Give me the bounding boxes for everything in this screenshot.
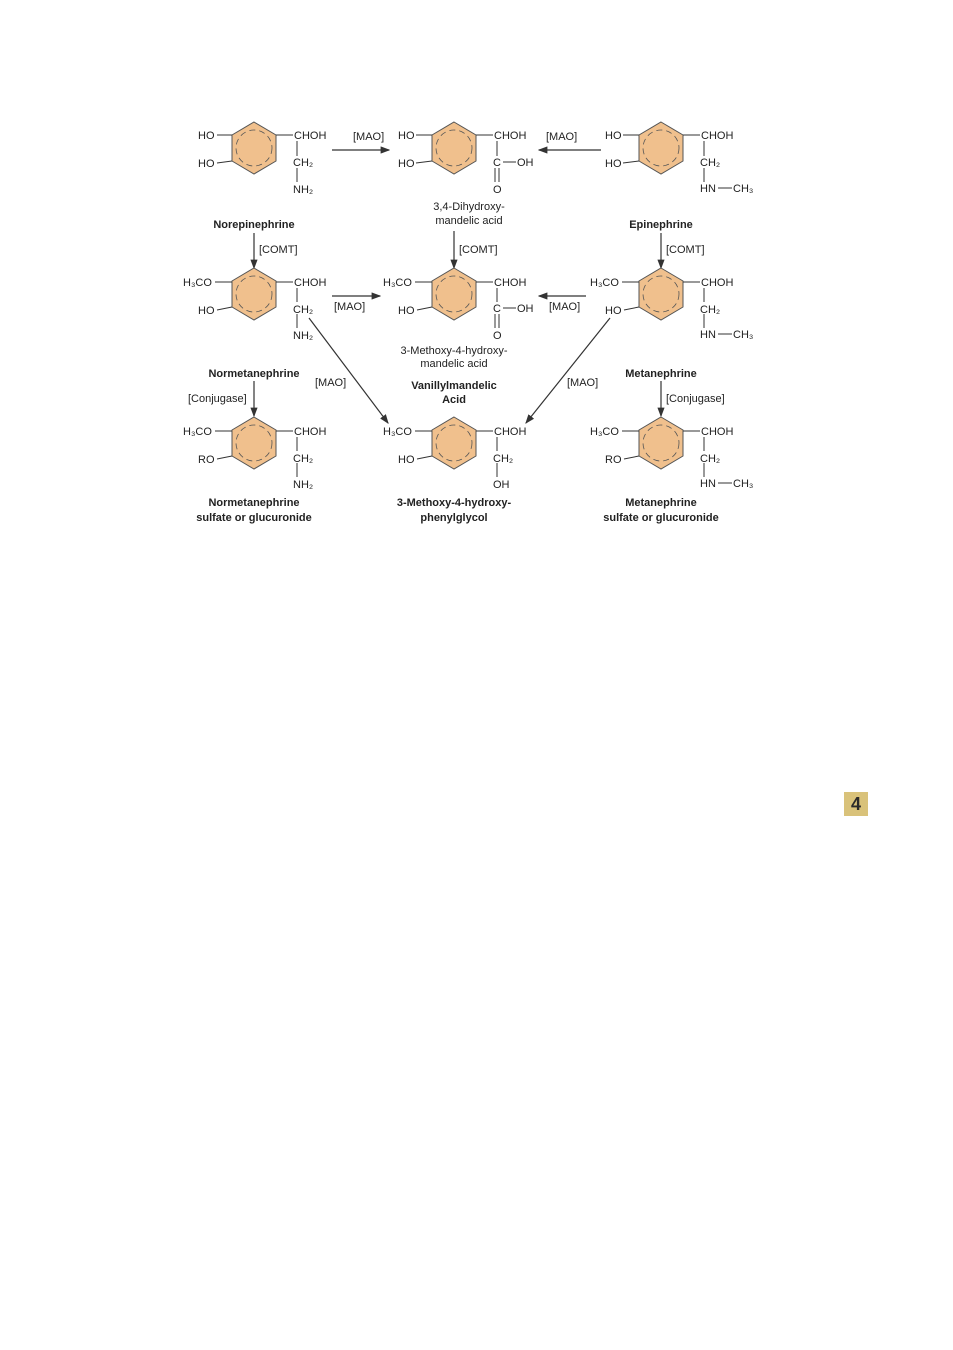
normetanephrine-structure bbox=[183, 268, 326, 380]
substituent-ho-1: HO bbox=[605, 130, 622, 142]
mn-sulfate-label-2: sulfate or glucuronide bbox=[603, 512, 719, 524]
substituent-methoxy: H₃CO bbox=[383, 277, 412, 289]
side-nh2: NH₂ bbox=[293, 184, 314, 196]
dhma-structure bbox=[398, 122, 534, 227]
comt-label: [COMT] bbox=[666, 244, 705, 256]
mhma-label-1: 3-Methoxy-4-hydroxy- bbox=[400, 345, 508, 357]
page-number-badge: 4 bbox=[844, 792, 868, 816]
mn-sulfate-label-1: Metanephrine bbox=[625, 497, 697, 509]
mhpg-label-1: 3-Methoxy-4-hydroxy- bbox=[396, 497, 512, 509]
side-chohh: CHOH bbox=[494, 130, 527, 142]
substituent-ho: HO bbox=[398, 454, 415, 466]
conjugase-label: [Conjugase] bbox=[666, 393, 725, 405]
substituent-ho: HO bbox=[605, 305, 622, 317]
mhma-structure bbox=[383, 268, 534, 406]
substituent-methoxy: H₃CO bbox=[183, 277, 212, 289]
side-ch2: CH₂ bbox=[700, 304, 721, 316]
side-nh2: NH₂ bbox=[293, 330, 314, 342]
carboxyl-c: C bbox=[493, 157, 501, 169]
side-ch3: CH₃ bbox=[733, 478, 754, 490]
substituent-methoxy: H₃CO bbox=[590, 277, 619, 289]
substituent-ho-2: HO bbox=[605, 158, 622, 170]
side-chohh: CHOH bbox=[701, 130, 734, 142]
side-nh2: NH₂ bbox=[293, 479, 314, 491]
substituent-methoxy: H₃CO bbox=[183, 426, 212, 438]
substituent-ho-2: HO bbox=[398, 158, 415, 170]
side-oh: OH bbox=[493, 479, 510, 491]
side-chohh: CHOH bbox=[494, 277, 527, 289]
arrow-nmn-to-mhpg bbox=[309, 318, 388, 423]
substituent-ro: RO bbox=[605, 454, 622, 466]
comt-label: [COMT] bbox=[259, 244, 298, 256]
nmn-sulfate-label-1: Normetanephrine bbox=[208, 497, 300, 509]
substituent-methoxy: H₃CO bbox=[383, 426, 412, 438]
substituent-ho-1: HO bbox=[398, 130, 415, 142]
nmn-sulfate-structure bbox=[183, 417, 326, 524]
side-chohh: CHOH bbox=[294, 277, 327, 289]
comt-label: [COMT] bbox=[459, 244, 498, 256]
side-chohh: CHOH bbox=[494, 426, 527, 438]
epinephrine-structure bbox=[605, 122, 753, 231]
metanephrine-structure bbox=[590, 268, 753, 380]
arrow-mn-to-mhpg bbox=[526, 318, 610, 423]
carboxyl-o: O bbox=[493, 330, 502, 342]
metanephrine-label: Metanephrine bbox=[625, 368, 697, 380]
side-ch2: CH₂ bbox=[700, 157, 721, 169]
substituent-methoxy: H₃CO bbox=[590, 426, 619, 438]
mao-label: [MAO] bbox=[353, 131, 385, 143]
norepinephrine-structure bbox=[198, 122, 326, 231]
mhma-label-2: mandelic acid bbox=[420, 358, 488, 370]
mao-label: [MAO] bbox=[549, 301, 581, 313]
norepinephrine-label: Norepinephrine bbox=[213, 219, 295, 231]
mao-label: [MAO] bbox=[546, 131, 578, 143]
side-ch2: CH₂ bbox=[293, 157, 314, 169]
epinephrine-label: Epinephrine bbox=[629, 219, 693, 231]
side-ch2: CH₂ bbox=[293, 453, 314, 465]
carboxyl-c: C bbox=[493, 303, 501, 315]
substituent-ro: RO bbox=[198, 454, 215, 466]
side-hn: HN bbox=[700, 329, 716, 341]
vma-label-2: Acid bbox=[442, 394, 466, 406]
vma-label-1: Vanillylmandelic bbox=[411, 380, 497, 392]
conjugase-label: [Conjugase] bbox=[188, 393, 247, 405]
side-chohh: CHOH bbox=[294, 426, 327, 438]
substituent-ho-2: HO bbox=[198, 158, 215, 170]
side-ch2: CH₂ bbox=[293, 304, 314, 316]
side-ch3: CH₃ bbox=[733, 183, 754, 195]
side-chohh: CHOH bbox=[701, 426, 734, 438]
mhpg-label-2: phenylglycol bbox=[420, 512, 488, 524]
mhpg-structure bbox=[383, 417, 526, 524]
nmn-sulfate-label-2: sulfate or glucuronide bbox=[196, 512, 312, 524]
side-hn: HN bbox=[700, 478, 716, 490]
carboxyl-o: O bbox=[493, 184, 502, 196]
side-chohh: CHOH bbox=[294, 130, 327, 142]
dhma-label-1: 3,4-Dihydroxy- bbox=[433, 201, 505, 213]
mao-label: [MAO] bbox=[315, 377, 347, 389]
carboxyl-oh: OH bbox=[517, 157, 534, 169]
substituent-ho: HO bbox=[198, 305, 215, 317]
normetanephrine-label: Normetanephrine bbox=[208, 368, 300, 380]
side-ch2: CH₂ bbox=[700, 453, 721, 465]
side-ch3: CH₃ bbox=[733, 329, 754, 341]
substituent-ho: HO bbox=[398, 305, 415, 317]
substituent-ho-1: HO bbox=[198, 130, 215, 142]
mao-label: [MAO] bbox=[334, 301, 366, 313]
mn-sulfate-structure bbox=[590, 417, 753, 524]
side-ch2: CH₂ bbox=[493, 453, 514, 465]
side-chohh: CHOH bbox=[701, 277, 734, 289]
side-hn: HN bbox=[700, 183, 716, 195]
dhma-label-2: mandelic acid bbox=[435, 215, 503, 227]
carboxyl-oh: OH bbox=[517, 303, 534, 315]
mao-label: [MAO] bbox=[567, 377, 599, 389]
